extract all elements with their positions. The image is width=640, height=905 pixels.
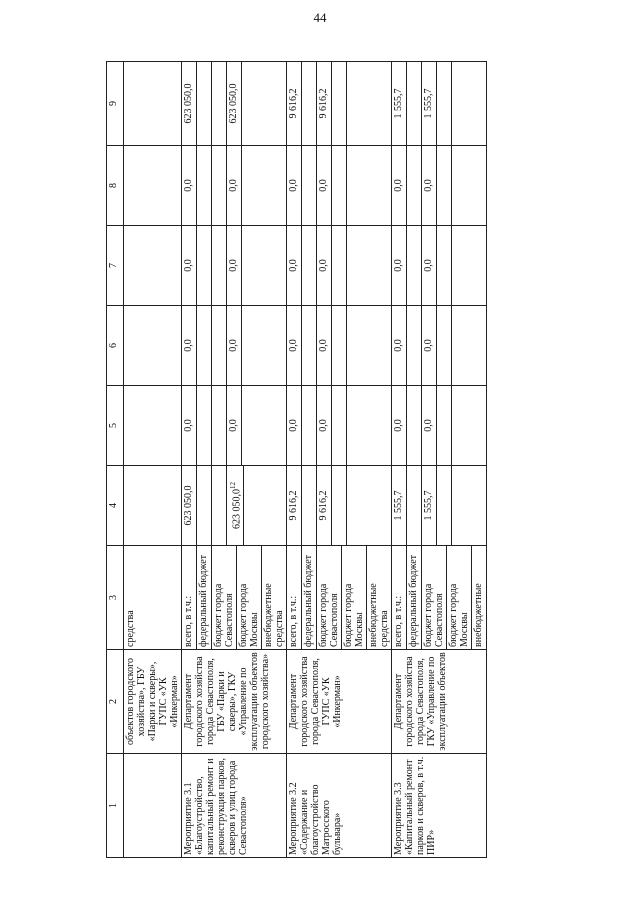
value-line (241, 386, 256, 465)
value-cell (392, 226, 487, 306)
value-line (301, 62, 316, 145)
value-line (241, 226, 256, 305)
value-line (331, 146, 346, 225)
value-line (451, 226, 466, 305)
value-cell (124, 146, 182, 226)
value-cell (124, 386, 182, 466)
value-line: 623 050,0 (183, 485, 194, 526)
value-line (346, 386, 361, 465)
value-line (436, 386, 451, 465)
value-cell (392, 386, 487, 466)
value-line (331, 466, 346, 545)
value-line (301, 386, 316, 465)
value-line: 0,0 (183, 179, 194, 192)
value-line: 0,0 (393, 179, 404, 192)
value-line (211, 146, 226, 225)
value-line (301, 306, 316, 385)
value-line (406, 306, 421, 385)
value-cell (392, 146, 487, 226)
value-line (451, 146, 466, 225)
value-cell (124, 306, 182, 386)
value-line (196, 62, 211, 145)
source-line: бюджет города Москвы (236, 546, 261, 649)
source-cell (392, 546, 487, 650)
value-line (196, 386, 211, 465)
header-cell: 5 (107, 386, 124, 466)
value-line: 0,0 (183, 339, 194, 352)
header-cell: 6 (107, 306, 124, 386)
source-line: федеральный бюджет (406, 546, 421, 649)
value-line: 9 616,2 (288, 88, 299, 119)
value-line (406, 466, 421, 545)
carry-over-row (124, 62, 182, 858)
header-cell: 8 (107, 146, 124, 226)
value-line: 0,0 (316, 226, 331, 305)
value-line (211, 386, 226, 465)
value-line (346, 62, 361, 145)
source-line: бюджет города Севастополя (421, 546, 446, 649)
value-line (436, 146, 451, 225)
value-line (211, 466, 226, 545)
rotated-table-wrapper (106, 62, 526, 858)
value-cell (287, 386, 392, 466)
value-line: 0,0 (421, 306, 436, 385)
value-line (241, 62, 256, 145)
source-line: бюджет города Москвы (341, 546, 366, 649)
value-line: 0,0 (421, 226, 436, 305)
source-line: федеральный бюджет (301, 546, 316, 649)
value-cell (287, 146, 392, 226)
value-line (436, 62, 451, 145)
value-line: 0,0 (316, 386, 331, 465)
value-line (331, 306, 346, 385)
value-line (331, 62, 346, 145)
header-cell: 3 (107, 546, 124, 650)
value-line: 1 555,7 (393, 88, 404, 119)
measure-cell: Мероприятие 3.2 «Содержание и благоустройство Матросского бульвара» (287, 754, 392, 858)
value-line: 0,0 (288, 339, 299, 352)
value-line: 0,0 (421, 146, 436, 225)
value-line: 0,0 (288, 419, 299, 432)
value-line (451, 386, 466, 465)
value-line (241, 306, 256, 385)
value-line: 1 555,7 (421, 62, 436, 145)
measure-cell: Мероприятие 3.1 «Благоустройство, капитальный ремонт и реконструкция парков, скверов и улиц города Севастополя» (182, 754, 287, 858)
source-line: бюджет города Севастополя (211, 546, 236, 649)
value-line: 0,0 (393, 339, 404, 352)
value-cell (392, 62, 487, 146)
value-line: 0,0 (421, 386, 436, 465)
value-cell (182, 62, 287, 146)
value-line (243, 466, 258, 545)
value-line (436, 226, 451, 305)
value-line (406, 62, 421, 145)
value-line (451, 306, 466, 385)
source-line: всего, в т.ч.: (393, 595, 404, 647)
value-line: 0,0 (288, 259, 299, 272)
value-line: 0,0 (288, 179, 299, 192)
value-line: 623 050,0 (226, 62, 241, 145)
value-line (451, 62, 466, 145)
value-line (301, 146, 316, 225)
value-cell (287, 306, 392, 386)
value-line (196, 466, 211, 545)
value-line (331, 386, 346, 465)
measure-row (392, 62, 487, 858)
value-line: 0,0 (183, 259, 194, 272)
value-line (196, 146, 211, 225)
value-line (211, 306, 226, 385)
value-line (211, 226, 226, 305)
value-cell (124, 226, 182, 306)
header-row (107, 62, 124, 858)
measure-row (287, 62, 392, 858)
executor-cell: объектов городского хозяйства», ГБУ «Парки и скверы», ГУПС «УК «Инкерман» (124, 650, 182, 754)
value-line: 1 555,7 (393, 490, 404, 521)
executor-cell: Департамент городского хозяйства города Севастополя, ГКУ «Управление по эксплуатации объектов (392, 650, 487, 754)
header-cell: 2 (107, 650, 124, 754)
value-line: 0,0 (226, 226, 241, 305)
value-line: 0,0 (226, 146, 241, 225)
value-line (346, 146, 361, 225)
table-body (107, 62, 487, 858)
value-cell (392, 306, 487, 386)
value-cell (287, 226, 392, 306)
value-line (436, 466, 451, 545)
value-line (196, 306, 211, 385)
source-line: внебюджетные (471, 546, 486, 649)
value-line: 9 616,2 (316, 466, 331, 545)
measure-cell (124, 754, 182, 858)
value-line (406, 146, 421, 225)
page-number: 44 (313, 10, 327, 25)
value-line (436, 306, 451, 385)
header-cell: 9 (107, 62, 124, 146)
value-line (406, 226, 421, 305)
value-cell (182, 306, 287, 386)
value-cell (124, 466, 182, 546)
value-cell (182, 226, 287, 306)
value-cell (287, 62, 392, 146)
header-cell: 4 (107, 466, 124, 546)
source-line: всего, в т.ч.: (183, 595, 194, 647)
value-cell (182, 146, 287, 226)
header-cell: 7 (107, 226, 124, 306)
source-line: бюджет города Севастополя (316, 546, 341, 649)
value-line: 0,0 (393, 259, 404, 272)
value-cell (392, 466, 487, 546)
source-cell: средства (124, 546, 182, 650)
footnote-mark: 12 (229, 482, 237, 489)
value-line (196, 226, 211, 305)
value-line: 623 050,0 (183, 83, 194, 124)
value-line: 9 616,2 (288, 490, 299, 521)
value-line (346, 466, 361, 545)
header-cell: 1 (107, 754, 124, 858)
value-line: 0,0 (226, 306, 241, 385)
value-cell (182, 466, 287, 546)
value-line (211, 62, 226, 145)
executor-cell: Департамент городского хозяйства города Севастополя, ГБУ «Парки и скверы», ГКУ «Управление по эксплуатации объектов городского хозяйства» (182, 650, 287, 754)
source-line: федеральный бюджет (196, 546, 211, 649)
measure-cell: Мероприятие 3.3 «Капитальный ремонт парков и скверов, в т.ч. ПИР» (392, 754, 487, 858)
value-cell (287, 466, 392, 546)
budget-table (106, 61, 487, 858)
source-cell (182, 546, 287, 650)
source-line: внебюджетные средства (366, 546, 391, 649)
value-line: 0,0 (183, 419, 194, 432)
value-line (346, 226, 361, 305)
source-line: внебюджетные средства (261, 546, 286, 649)
value-line (451, 466, 466, 545)
source-cell (287, 546, 392, 650)
value-line (331, 226, 346, 305)
value-line (346, 306, 361, 385)
value-line: 9 616,2 (316, 62, 331, 145)
value-line: 0,0 (393, 419, 404, 432)
source-line: бюджет города Москвы (446, 546, 471, 649)
value-line (301, 466, 316, 545)
value-line: 0,0 (316, 306, 331, 385)
value-line: 623 050,0$^{12}$ (226, 466, 243, 545)
value-cell (124, 62, 182, 146)
value-line (241, 146, 256, 225)
source-line: всего, в т.ч.: (288, 595, 299, 647)
value-line (406, 386, 421, 465)
measure-row (182, 62, 287, 858)
value-line: 0,0 (226, 386, 241, 465)
value-cell (182, 386, 287, 466)
value-line: 0,0 (316, 146, 331, 225)
value-line (301, 226, 316, 305)
executor-cell: Департамент городского хозяйства города Севастополя, ГУПС «УК «Инкерман» (287, 650, 392, 754)
value-line: 1 555,7 (421, 466, 436, 545)
